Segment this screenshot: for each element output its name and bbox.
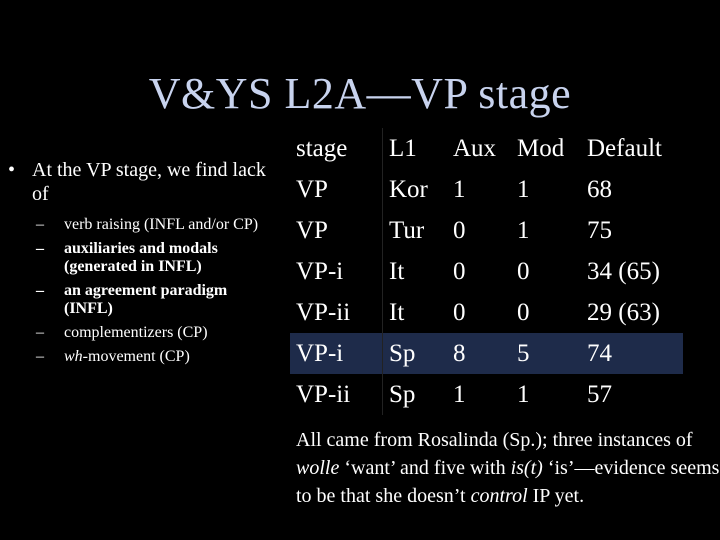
table-cell: 1: [517, 380, 530, 408]
table-cell: It: [383, 251, 448, 292]
table-cell: 29 (63): [587, 298, 660, 326]
table-cell: VP: [296, 175, 328, 203]
sub-bullet-text-italic: wh: [64, 348, 83, 365]
table-header-cell: Default: [587, 134, 662, 162]
bullet-section: [8, 158, 280, 372]
footnote-paragraph: [296, 426, 720, 510]
table-cell: 1: [453, 380, 466, 408]
table-cell: 34 (65): [587, 257, 660, 285]
table-cell: 5: [511, 333, 581, 374]
dash-icon: –: [36, 216, 44, 233]
table-cell: 1: [453, 175, 466, 203]
bullet-dot-icon: •: [8, 159, 16, 181]
note-term: control: [470, 485, 528, 507]
table-cell: 1: [517, 216, 530, 244]
note-text: ‘want’ and five with: [339, 457, 511, 479]
sub-bullet-text: complementizers (CP): [64, 324, 208, 341]
table-cell: 0: [517, 298, 530, 326]
table-row-highlighted: [290, 333, 683, 374]
table-cell: 74: [581, 333, 683, 374]
table-cell: Sp: [383, 374, 448, 415]
table-cell: VP-i: [290, 333, 383, 374]
table-cell: Kor: [383, 169, 448, 210]
note-text: All came from Rosalinda (Sp.); three instances of: [296, 429, 693, 451]
table-cell: Sp: [383, 333, 448, 374]
note-term: is(t): [510, 457, 543, 479]
sub-bullet-item: [36, 216, 280, 234]
table-cell: 0: [517, 257, 530, 285]
note-text: IP yet.: [527, 485, 585, 507]
sub-bullet-item: [36, 240, 280, 276]
sub-bullet-item: [36, 348, 280, 366]
slide-title: V&YS L2A—VP stage: [148, 69, 572, 118]
table-cell: VP-ii: [296, 380, 351, 408]
data-table: [290, 128, 683, 415]
table-cell: VP-ii: [296, 298, 351, 326]
table-cell: 68: [587, 175, 612, 203]
table-cell: 0: [453, 257, 466, 285]
table-cell: 8: [447, 333, 511, 374]
dash-icon: –: [36, 324, 44, 341]
table-cell: It: [383, 292, 448, 333]
main-bullet: [8, 158, 280, 206]
table-cell: Tur: [383, 210, 448, 251]
note-term: wolle: [296, 457, 340, 479]
table-cell: 0: [453, 216, 466, 244]
table-header-cell: stage: [296, 134, 348, 162]
dash-icon: –: [36, 348, 44, 365]
table-cell: 57: [587, 380, 612, 408]
table-header-cell: Mod: [517, 134, 565, 162]
sub-bullet-text: -movement (CP): [82, 348, 190, 365]
table-header-row: [290, 128, 683, 169]
sub-bullet-item: [36, 282, 280, 318]
sub-bullet-item: [36, 324, 280, 342]
sub-bullet-list: [36, 216, 280, 366]
main-bullet-text: At the VP stage, we find lack of: [32, 159, 266, 205]
sub-bullet-text: auxiliaries and modals (generated in INFL): [64, 240, 218, 275]
table-cell: 0: [453, 298, 466, 326]
table-header-cell: L1: [383, 128, 448, 169]
sub-bullet-text: verb raising (INFL and/or CP): [64, 216, 259, 233]
table-row: [290, 169, 683, 210]
table-row: [290, 374, 683, 415]
table-row: [290, 251, 683, 292]
table-cell: 1: [517, 175, 530, 203]
dash-icon: –: [36, 240, 44, 257]
table-row: [290, 210, 683, 251]
table-header-cell: Aux: [453, 134, 497, 162]
dash-icon: –: [36, 282, 44, 299]
table-row: [290, 292, 683, 333]
table-cell: VP: [296, 216, 328, 244]
table-cell: VP-i: [296, 257, 344, 285]
note-text: ‘is’—evidence seems to be that she doesn’t: [296, 457, 720, 507]
sub-bullet-text: an agreement paradigm (INFL): [64, 282, 228, 317]
table-cell: 75: [587, 216, 612, 244]
